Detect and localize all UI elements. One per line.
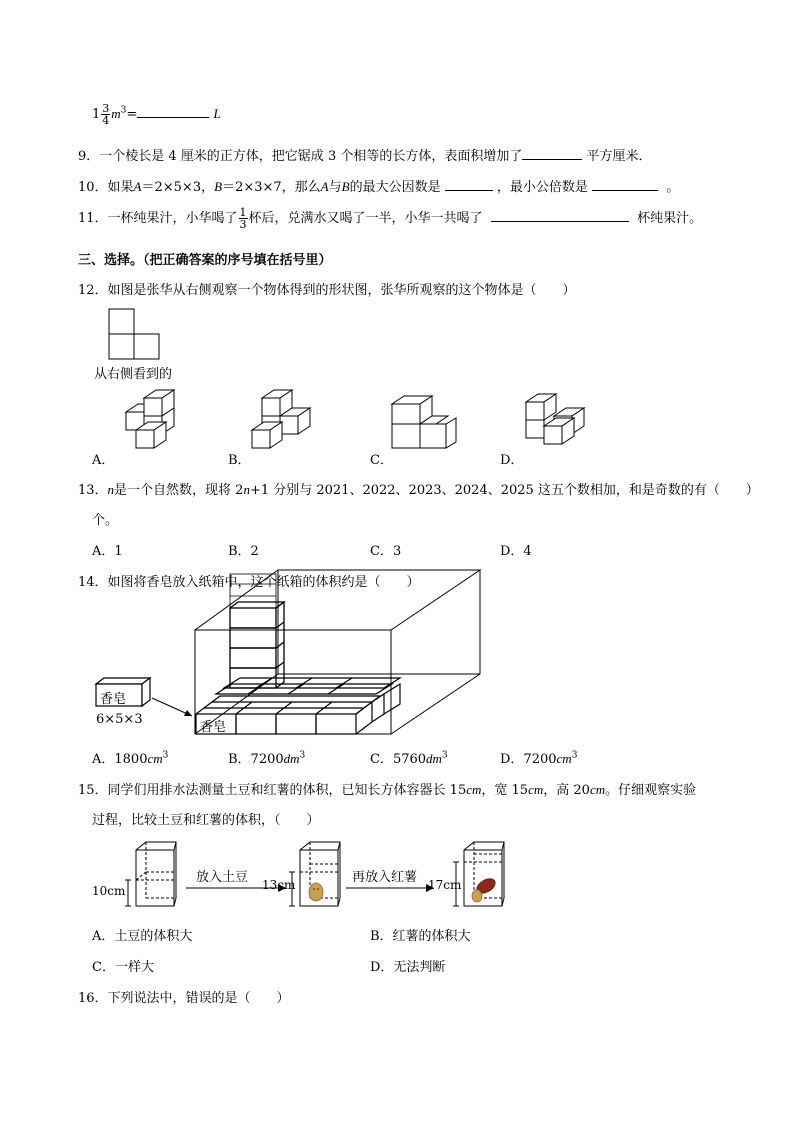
- q14-option-c[interactable]: C．$5760dm^3$: [370, 750, 448, 767]
- potato-icon: [472, 890, 482, 902]
- answer-blank[interactable]: [137, 105, 209, 118]
- q13-option-a[interactable]: A．1: [92, 544, 123, 559]
- q13-option-d[interactable]: D．4: [500, 544, 532, 559]
- section-heading: 三、选择。（把正确答案的序号填在括号里）: [78, 253, 332, 268]
- question-10: 10．如果A＝2×5×3，B＝2×3×7，那么A与B的最大公因数是 ，最小公倍数是 。: [78, 179, 680, 195]
- height-label-1: 10cm: [92, 884, 126, 898]
- step-1-label: 放入土豆: [196, 870, 249, 885]
- potato-icon: [309, 883, 323, 901]
- question-15-line1: 15．同学们用排水法测量土豆和红薯的体积，已知长方体容器长 15cm，宽 15cm，高 20cm。仔细观察实验: [78, 782, 697, 798]
- question-9: 9．一个棱长是 4 厘米的正方体，把它锯成 3 个相等的长方体，表面积增加了 平方厘米．: [78, 149, 652, 164]
- q15-option-d[interactable]: D．无法判断: [370, 960, 446, 975]
- arrow-icon: [152, 696, 196, 720]
- question-13-line2: 个。: [92, 513, 119, 528]
- carton-soap-label: 香皂: [200, 720, 227, 735]
- option-b-figure: [252, 390, 322, 452]
- answer-blank-lcm[interactable]: [592, 178, 658, 191]
- arrow-right-icon-2: [346, 884, 434, 892]
- q13-option-b[interactable]: B．2: [228, 544, 259, 559]
- option-c-figure: [390, 390, 460, 452]
- answer-blank-gcd[interactable]: [445, 178, 493, 191]
- q14-option-a[interactable]: A．$1800cm^3$: [92, 750, 169, 767]
- option-d-figure: [524, 392, 594, 454]
- q13-option-c[interactable]: C．3: [370, 544, 402, 559]
- right-view-figure: [108, 308, 160, 360]
- q15-option-c[interactable]: C．一样大: [92, 960, 154, 975]
- option-c-label[interactable]: C．: [370, 453, 393, 468]
- container-1-figure: [124, 840, 180, 908]
- mixed-whole: 1: [92, 107, 101, 122]
- q14-option-d[interactable]: D．$7200cm^3$: [500, 750, 578, 767]
- unit-L: L: [213, 106, 221, 121]
- fraction: $\frac{1}{3}$: [239, 206, 247, 231]
- soap-dimensions: 6×5×3: [96, 712, 143, 727]
- q14-option-b[interactable]: B．$7200dm^3$: [228, 750, 306, 767]
- q15-option-a[interactable]: A．土豆的体积大: [92, 929, 193, 944]
- option-b-label[interactable]: B．: [228, 453, 251, 468]
- right-view-caption: 从右侧看到的: [94, 367, 173, 382]
- question-16-stem: 16．下列说法中，错误的是（ ）: [78, 991, 290, 1006]
- question-14-stem: 14．如图将香皂放入纸箱中，这个纸箱的体积约是（ ）: [78, 575, 420, 590]
- soap-label: 香皂: [100, 692, 127, 707]
- unit-conversion-line: 1 $\frac{3}{4}$ $m^3= L$: [92, 102, 221, 127]
- unit-m: m: [111, 106, 121, 121]
- container-2-figure: [288, 840, 344, 908]
- question-15-line2: 过程，比较土豆和红薯的体积，（ ）: [92, 813, 320, 828]
- question-12-stem: 12．如图是张华从右侧观察一个物体得到的形状图，张华所观察的这个物体是（ ）: [78, 283, 576, 298]
- height-label-2: 13cm: [262, 878, 296, 892]
- option-a-figure: [118, 390, 188, 452]
- option-a-label[interactable]: A．: [92, 453, 115, 468]
- question-11: 11．一杯纯果汁，小华喝了 $\frac{1}{3}$ 杯后，兑满水又喝了一半，小华一共喝了 杯纯果汁。: [78, 206, 703, 231]
- fraction: $\frac{3}{4}$: [102, 102, 110, 127]
- container-3-figure: [452, 840, 508, 908]
- height-label-3: 17cm: [428, 878, 462, 892]
- answer-blank[interactable]: [522, 147, 582, 160]
- carton-box-figure: [194, 568, 484, 736]
- step-2-label: 再放入红薯: [352, 870, 418, 885]
- answer-blank[interactable]: [491, 209, 629, 222]
- question-13-stem: 13．n是一个自然数，现将 2n+1 分别与 2021、2022、2023、2024、2025 这五个数相加，和是奇数的有（ ）: [78, 482, 759, 498]
- option-d-label[interactable]: D．: [500, 453, 524, 468]
- q15-option-b[interactable]: B．红薯的体积大: [370, 929, 471, 944]
